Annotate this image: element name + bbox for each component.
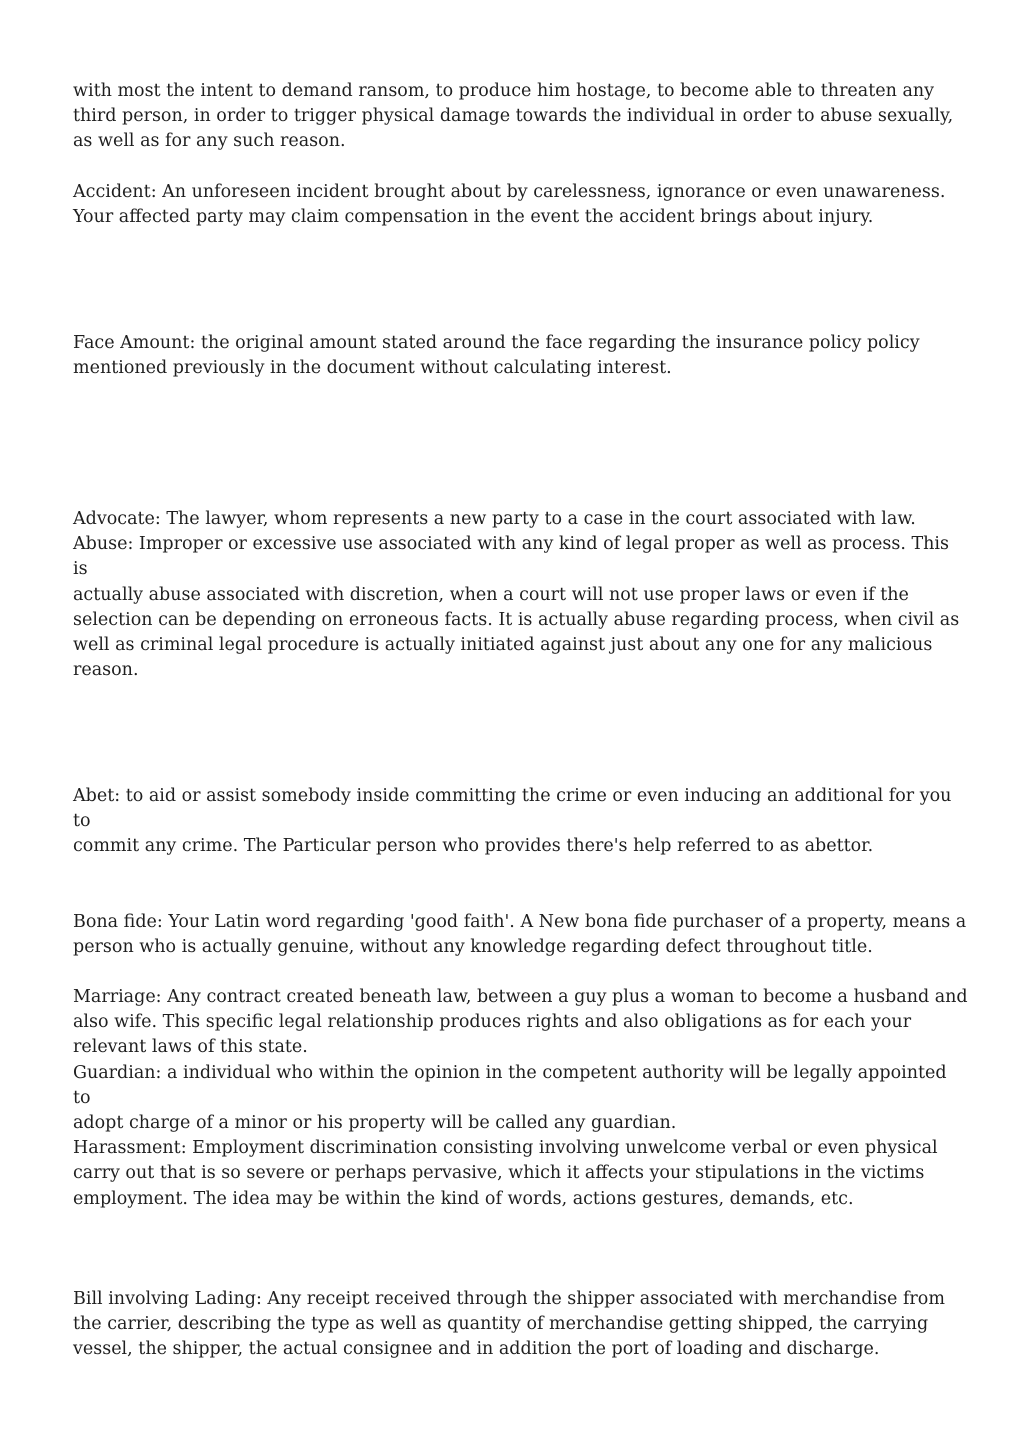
paragraph-accident: Accident: An unforeseen incident brought about by carelessness, ignorance or even unawareness. Your affected party may claim compensation in the event the accident brings about injury. [73,182,946,228]
paragraph-face-amount: Face Amount: the original amount stated around the face regarding the insurance policy policy mentioned previously in the document without calculating interest. [73,333,920,379]
paragraph-advocate-abuse: Advocate: The lawyer, whom represents a new party to a case in the court associated with law. Abuse: Improper or excessive use associated with any kind of legal proper as well as process. This is actually abuse associated with discretion, when a court will not use proper laws or even if the selection can be depending on erroneous facts. It is actually abuse regarding process, when civil as well as criminal legal procedure is actually initiated against just about any one for any malicious reason. [73,509,960,681]
paragraph-bona-fide: Bona fide: Your Latin word regarding 'good faith'. A New bona fide purchaser of a property, means a person who is actually genuine, without any knowledge regarding defect throughout title. [73,912,967,958]
paragraph-bill-of-lading: Bill involving Lading: Any receipt received through the shipper associated with merchandise from the carrier, describing the type as well as quantity of merchandise getting shipped, the carrying vessel, the shipper, the actual consignee and in addition the port of loading and discharge. [73,1289,945,1360]
paragraph-ransom-continuation: with most the intent to demand ransom, to produce him hostage, to become able to threaten any third person, in order to trigger physical damage towards the individual in order to abuse sexually, as well as for any such reason. [73,81,954,152]
paragraph-abet: Abet: to aid or assist somebody inside committing the crime or even inducing an additional for you to commit any crime. The Particular person who provides there's help referred to as abettor. [73,786,952,857]
paragraph-marriage-guardian-harassment: Marriage: Any contract created beneath law, between a guy plus a woman to become a husband and also wife. This specific legal relationship produces rights and also obligations as for each your relevant laws of this state. Guardian: a individual who within the opinion in the competent authority will be legally appointed to adopt charge of a minor or his property will be called any guardian. Harassment: Employment discrimination consisting involving unwelcome verbal or even physical carry out that is so severe or perhaps pervasive, which it affects your stipulations in the victims employment. The idea may be within the kind of words, actions gestures, demands, etc. [73,987,968,1209]
